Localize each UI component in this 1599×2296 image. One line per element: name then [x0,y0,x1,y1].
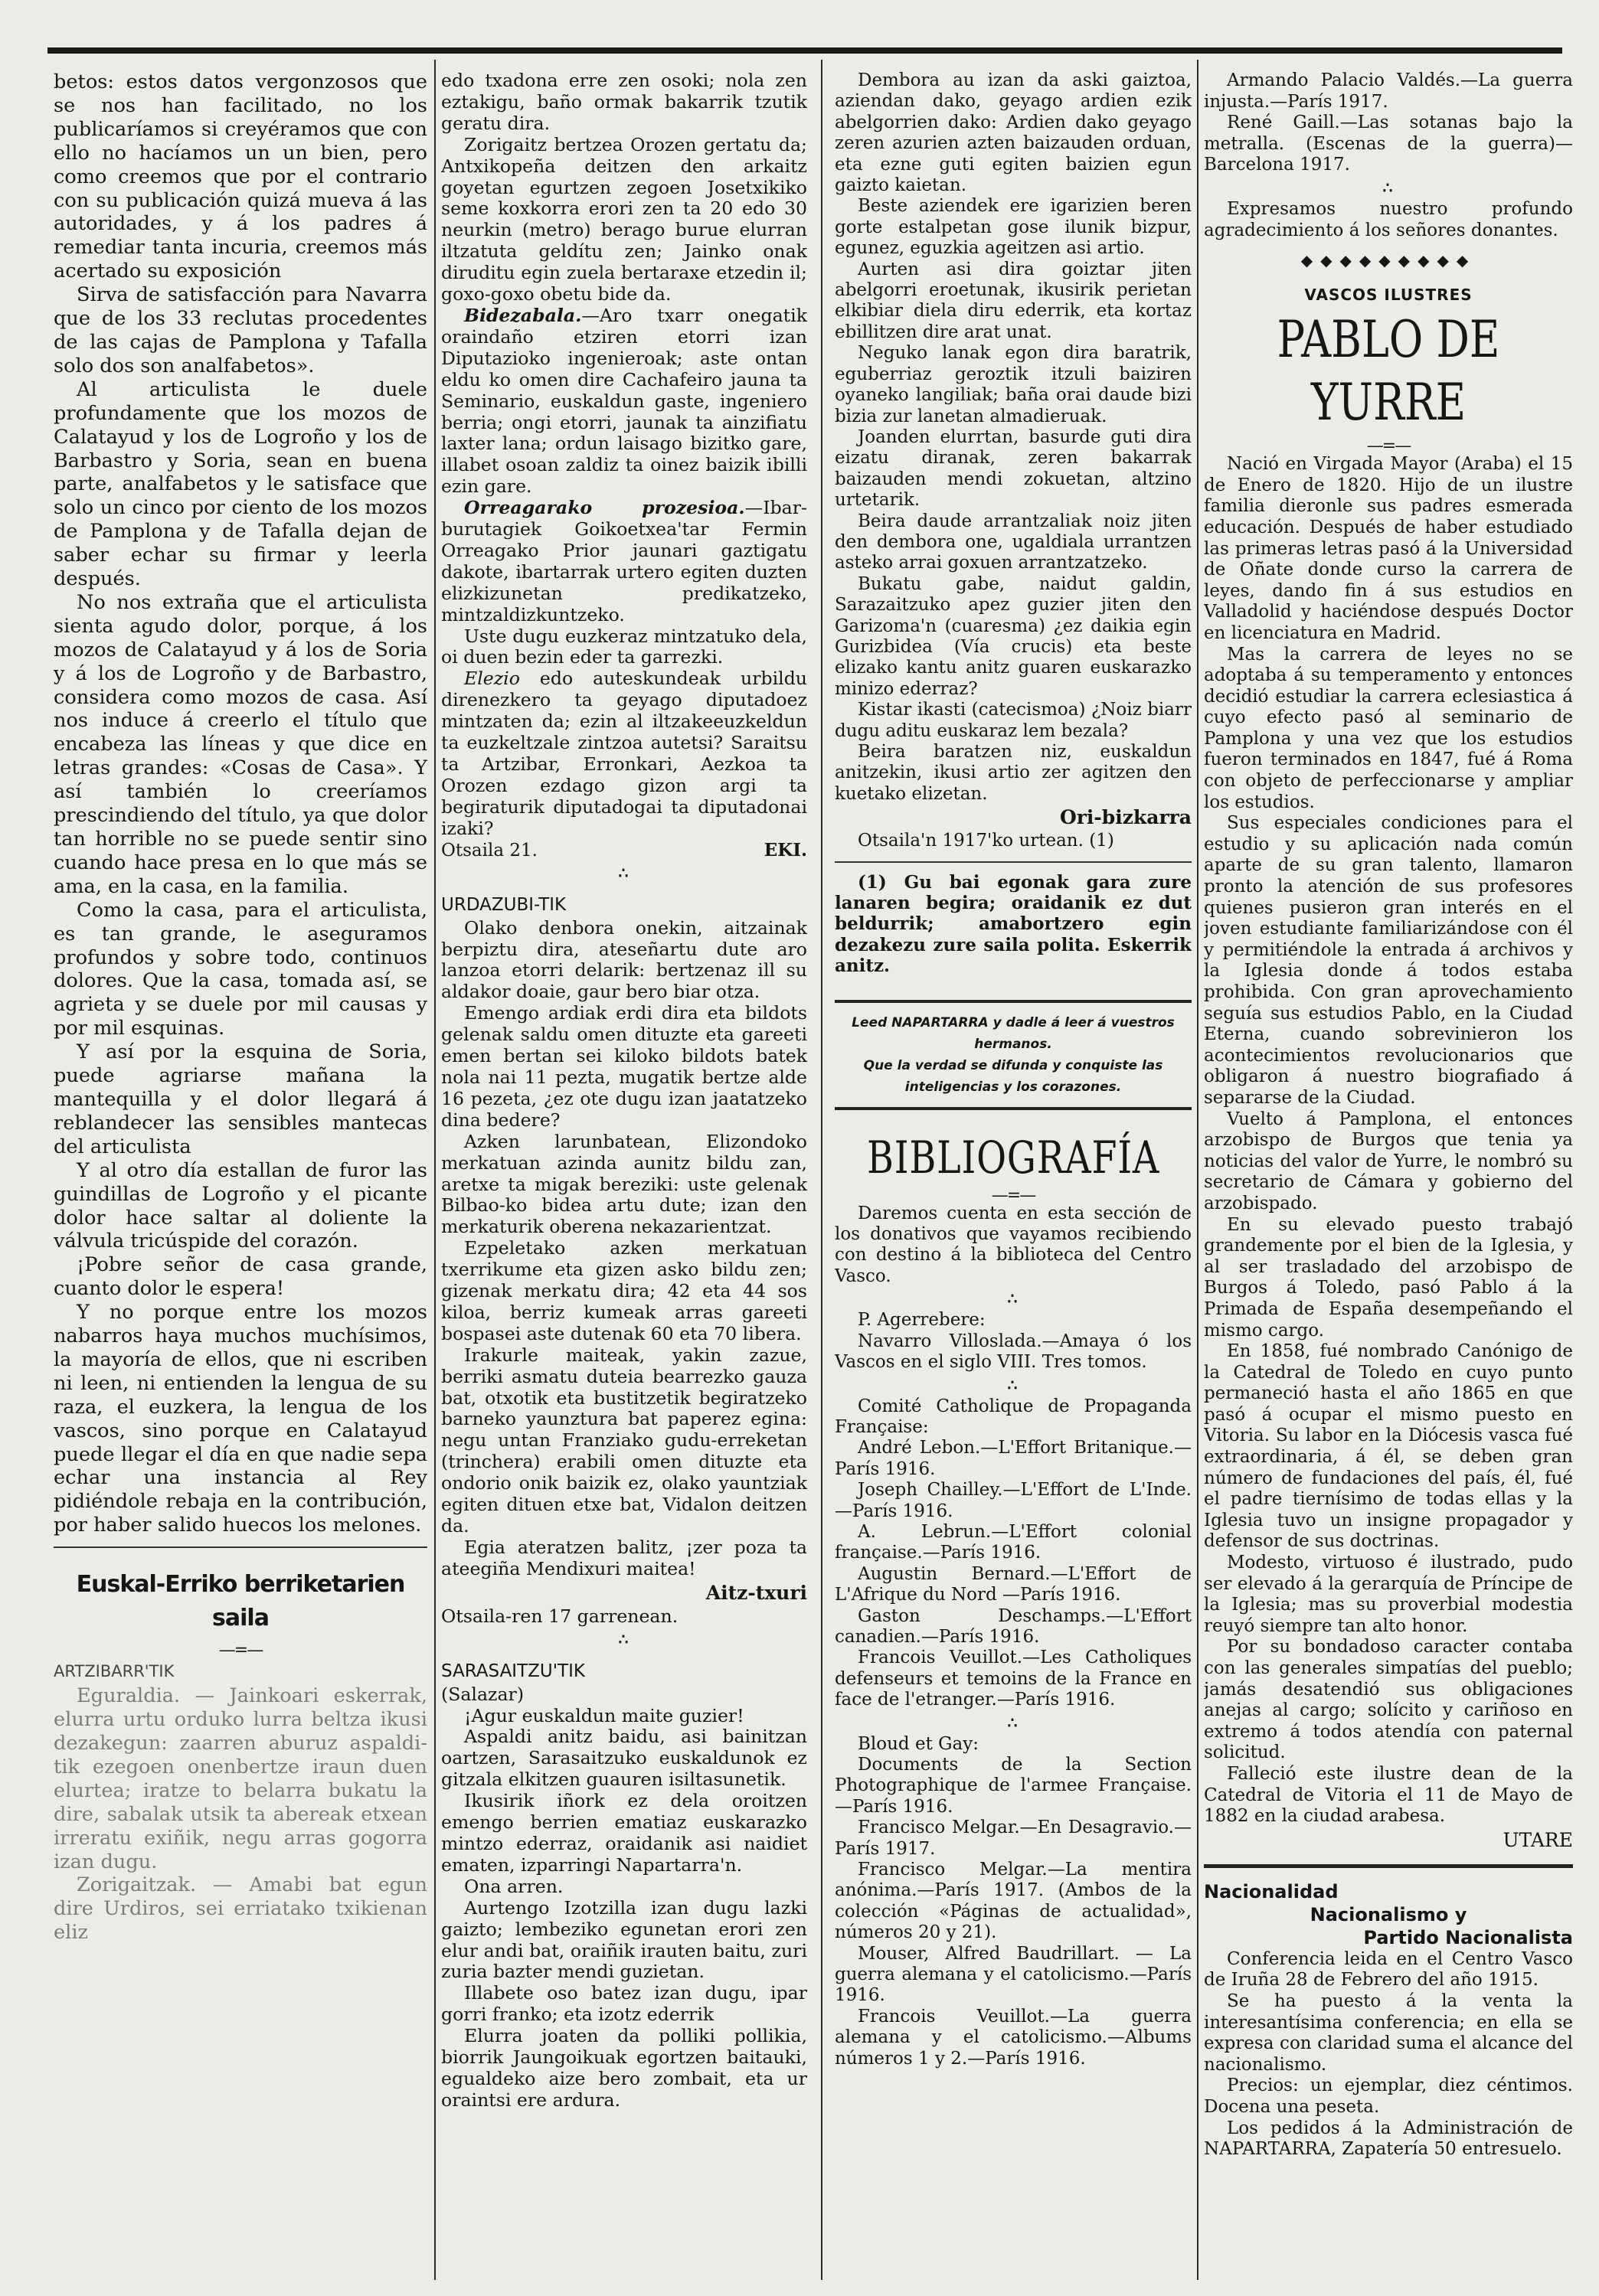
paragraph: Y al otro día estallan de furor las guindillas de Logroño y el picante dolor hace saltar al doliente la válvula tricúspide del corazón. [54,1158,427,1253]
paragraph: Uste dugu euzkeraz mintzatuko dela, oi duen bezin eder ta garrezki. [441,625,807,668]
donor: Comité Catholique de Propaganda Française: [835,1396,1192,1437]
lead-in: Bidezabala. [464,304,582,326]
paragraph-text: —Ibar-burutagiek Goikoetxea'tar Fermin Orreagako Prior jaunari gaztigatu dakote, ibartarrak urtero egiten duzten elizkizunetan predikatzeko, mintzaldizkuntzeko. [441,497,807,625]
paragraph [441,498,807,625]
paragraph: betos: estos datos vergonzosos que se nos han facilitado, no los publicaríamos si creyéramos que con ello no hacíamos un un bien, pero como creemos que por el contrario con su publicación quizá mueva á las autoridades, y á los padres á remediar tanta incuria, creemos más acertado su exposición [54,70,427,283]
paragraph: Falleció este ilustre dean de la Catedral de Vitoria el 11 de Mayo de 1882 en la ciudad arabesa. [1204,1763,1573,1827]
column-rule-1 [434,60,436,2280]
paragraph: Neguko lanak egon dira baratrik, eguberriaz geroztik itzuli baiziren oyaneko langiliak; baña orai daude bizi bizia zur lanetan almadieruak. [835,343,1192,426]
paragraph: Egia ateratzen balitz, ¡zer poza ta ateegiña Mendixuri maitea! [441,1536,807,1579]
paragraph: Beira daude arrantzaliak noiz jiten den dembora one, ugaldiala urrantzen asteko arrai goxuen arrantzatzeko. [835,511,1192,573]
book-entry: André Lebon.—L'Effort Britanique.—París 1916. [835,1438,1192,1479]
paragraph: Daremos cuenta en esta sección de los donativos que vayamos recibiendo con destino á la biblioteca del Centro Vasco. [835,1203,1192,1286]
book-entry: Gaston Deschamps.—L'Effort canadien.—París 1916. [835,1605,1192,1647]
book-entry: Mouser, Alfred Baudrillart. — La guerra alemana y el catolicismo.—París 1916. [835,1943,1192,2006]
paragraph: ¡Pobre señor de casa grande, cuanto dolor le espera! [54,1253,427,1301]
paragraph: Mas la carrera de leyes no se adoptaba á su temperamento y entonces decidió estudiar la carrera eclesiastica á cuyo efecto pasó al seminario de Pamplona y una vez que los estudios fueron terminados en 1847, fué á Roma con objeto de perfeccionarse y ampliar los estudios. [1204,644,1573,812]
book-entry: A. Lebrun.—L'Effort colonial française.—París 1916. [835,1521,1192,1563]
paragraph: Aspaldi anitz baidu, asi bainitzan oartzen, Sarasaitzuko euskaldunok ez gitzala elkitzen guauren isiltasunetik. [441,1726,807,1791]
column-rule-2 [821,60,822,2280]
promo-box [835,1000,1192,1110]
paragraph: Expresamos nuestro profundo agradecimiento á los señores donantes. [1204,198,1573,240]
lead-in: Elezio [464,668,520,690]
paragraph: Zorigaitz bertzea Orozen gertatu da; Antxikopeña deitzen den arkaitz goyetan egurtzen zegoen Josetxikiko seme koxkorra erori zen ta 20 edo 30 neurkin (metro) berago burue elurran iltzatuta geldítu zen; Jainko onak diruditu egin zuela bertaraxe etzedin il; goxo-goxo obetu bide da. [441,133,807,305]
column-4 [1204,70,1573,2160]
paragraph: ¡Agur euskaldun maite guzier! [464,1704,744,1726]
paragraph: Se ha puesto á la venta la interesantísima conferencia; en ella se expresa con claridad suma el alcance del nacionalismo. [1204,1991,1573,2075]
section-title: Euskal-Erriko berriketarien saila [76,1571,405,1632]
paragraph: Beira baratzen niz, euskaldun anitzekin, ikusi artio zer agitzen den kuetako elizetan. [835,742,1192,804]
paragraph: No nos extraña que el articulista sienta agudo dolor, porque, á los mozos de Calatayud y á los de Soria y á los de Logroño y de Barbastro, considera como mozos de casa. Así nos induce á creerlo el título que encabeza las líneas y que dice en letras grandes: «Cosas de Casa». Y así también lo creeríamos prescindiendo del título, ya que dolor tan horrible no se puede sentir sino cuando hace presa en lo que más se ama, en la casa, en la familia. [54,590,427,898]
section-subtitle: ARTZIBARR'TIK [54,1662,175,1681]
paragraph: Nació en Virgada Mayor (Araba) el 15 de Enero de 1820. Hijo de un ilustre familia dieronle sus padres esmerada educación. Después de haber estudiado las primeras letras pasó á la Universidad de Oñate donde curso la carrera de leyes, dando fin á sus estudios en Valladolid y haciéndose después Doctor en licenciatura en Madrid. [1204,454,1573,643]
paragraph: En 1858, fué nombrado Canónigo de la Catedral de Toledo en cuyo punto permaneció hasta el año 1865 en que pasó á ocupar el mismo puesto en Vitoria. Su labor en la Diócesis vasca fué extraordinaria, á él, se deben gran número de fundaciones del país, él, fué el padre tiernísimo de todas ellas y la Iglesia tuvo un insigne propagador y defensor de sus doctrinas. [1204,1341,1573,1552]
paragraph: Beste aziendek ere igarizien beren gorte estalpetan gose ilunik bizpur, egunez, eguzkia ageitzen asi artio. [835,196,1192,259]
paragraph: Sus especiales condiciones para el estudio y su aplicación nada común aparte de su gran talento, llamaron pronto la atención de sus profesores quienes pusieron gran interés en el joven estudiante familiarizándose con él y permitiéndole la entrada á archivos y la Iglesia donde á todos estaba prohibida. Con gran aprovechamiento seguía sus estudios Pablo, en la Ciudad Eterna, cuando sobrevinieron los acontecimientos revolucionarios que obligaron á nuestro biografiado á separarse de la Ciudad. [1204,813,1573,1108]
promo-line: Que la verdad se difunda y conquiste las inteligencias y los corazones. [863,1057,1163,1095]
book-entry: Augustin Bernard.—L'Effort de L'Afrique du Nord —París 1916. [835,1563,1192,1605]
paragraph [441,305,807,498]
section-subtitle: (Salazar) [441,1683,525,1705]
dot-ornament: ∴ [1007,1289,1019,1308]
divider [835,861,1192,863]
paragraph: Y no porque entre los mozos nabarros haya muchos muchísimos, la mayoría de ellos, que ni escriben ni leen, ni entienden la lengua de su raza, el euzkera, la lengua de los vascos, sino porque en Calatayud puede llegar el día en que nadie sepa echar una instancia al Rey pidiéndole rebaja en la contribución, por haber salido huecos los melones. [54,1301,427,1537]
paragraph: Kistar ikasti (catecismoa) ¿Noiz biarr dugu aditu euskaraz lem bezala? [835,700,1192,741]
paragraph: Emengo ardiak erdi dira eta bildots gelenak saldu omen dituzte eta gareeti emen bertan sei kiloko bildots batek nola nai 11 pezta, mugatik bertze alde 16 pezeta, ¿ez ote dugu izan jaatatzeko dina bedere? [441,1002,807,1131]
paragraph: Por su bondadoso caracter contaba con las generales simpatías del pueblo; jamás desatendió sus obligaciones anejas al cargo; solícito y cariñoso en extremo á todos atendía con paternal solicitud. [1204,1637,1573,1763]
signature-name: EKI. [764,839,807,861]
paragraph: Conferencia leida en el Centro Vasco de Iruña 28 de Febrero del año 1915. [1204,1948,1573,1991]
book-entry: Francisco Melgar.—La mentira anónima.—París 1917. (Ambos de la colección «Páginas de actualidad», números 20 y 21). [835,1860,1192,1943]
paragraph-text: —Aro txarr onegatik oraindaño etziren etorri izan Diputazioko ingenieroak; aste ontan eldu ko omen dire Cachafeiro jauna ta Seminario, euskaldun gaste, ingeniero berria; ongi etorri, jaunak ta ainzifiatu laxter lana; ordun laisago bizitko gare, illabet osoan zaldiz ta oinez baizik ibilli ezin gare. [441,304,807,498]
faded-paragraph: Eguraldia. — Jainkoari eskerrak, elurra urtu orduko lurra beltza ikusi dezakegun: zaarren aburuz aspaldi-tik ezegoen onenbertze iraun duen elurtea; iratze to belarra bukatu la dire, sabalak utsik ta abereak etxean irreratu exiñik, negu arras gogorra izan dugu. [54,1684,427,1873]
signature: Aitz-txuri [705,1581,807,1604]
paragraph: Joanden elurrtan, basurde guti dira eizatu diranak, zeren bakarrak baizauden mendi zokuetan, altzino urtetarik. [835,426,1192,511]
paragraph [441,668,807,839]
section-title: URDAZUBI-TIK [441,894,567,915]
divider [1204,1864,1573,1868]
signature-place: Otsaila 21. [441,840,538,861]
top-rule [47,47,1562,54]
paragraph: Como la casa, para el articulista, es tan grande, le aseguramos profundos y sobre todo, continuos dolores. Que la casa, tomada así, se agrieta y se duele por mil causas y por mil esquinas. [54,898,427,1040]
paragraph-text: edo auteskundeak urbildu direnezkero ta geyago diputadoez mintzaten da; ezin al iltzakeeuzkeldun ta euzkeltzale zintzoa autetsi? Saraitsu ta Artzibar, Erronkari, Aezkoa ta Orozen ezdago gizon argi ta begiraturik diputadogai ta diputadonai izaki? [441,668,807,839]
book-entry: Navarro Villoslada.—Amaya ó los Vascos en el siglo VIII. Tres tomos. [835,1331,1192,1373]
ad-title-2: Nacionalismo y [1310,1903,1467,1925]
ad-title-3: Partido Nacionalista [1363,1926,1573,1948]
footnote: (1) Gu bai egonak gara zure lanaren begira; oraidanik ez dut beldurrik; amabortzero egin dezakezu zure saila polita. Eskerrik anitz. [835,871,1192,977]
donor: P. Agerrebere: [858,1310,986,1331]
date-line: Otsaila'n 1917'ko urtean. (1) [858,831,1114,851]
paragraph: Ona arren. [464,1875,564,1897]
paragraph: Modesto, virtuoso é ilustrado, pudo ser elevado á la gerarquía de Príncipe de la Iglesia; mas su proverbial modestia reuyó siempre tan alto honor. [1204,1553,1573,1636]
paragraph: Ezpeletako azken merkatuan txerrikume eta gizen asko bildu zen; gizenak merkatu dira; 42 eta 44 sos kiloa, berriz kumeak arras gareeti bospasei aste dutenak 60 eta 70 libera. [441,1237,807,1344]
promo-line: Leed NAPARTARRA y dadle á leer á vuestros hermanos. [852,1014,1175,1052]
paragraph: edo txadona erre zen osoki; nola zen eztakigu, baño ormak bakarrik tzutik geratu dira. [441,70,807,134]
dot-ornament: ∴ [1007,1713,1019,1732]
paragraph: Aurtengo Izotzilla izan dugu lazki gaizto; lembeziko egunetan erori zen elur andi bat, oraiñik irauten baitu, zuri zuria bazter mendi guzietan. [441,1896,807,1983]
ornament-row: ◆◆◆◆◆◆◆◆◆ [1300,251,1476,270]
paragraph: Los pedidos á la Administración de NAPARTARRA, Zapatería 50 entresuelo. [1204,2118,1573,2160]
paragraph: Olako denbora onekin, aitzainak berpiztu dira, ateseñartu dute aro lanzoa etorri delarik: bertzenaz ill su aldakor doaie, gaur bero biar otza. [441,916,807,1003]
date-line: Otsaila-ren 17 garrenean. [441,1605,679,1627]
section-title: SARASAITZU'TIK [441,1661,585,1681]
section-kicker: VASCOS ILUSTRES [1304,286,1473,305]
divider [54,1546,427,1548]
biography-title: PABLO DE YURRE [1277,310,1500,433]
signature-line [441,840,807,861]
ornament: —=— [991,1185,1035,1205]
faded-paragraph: Zorigaitzak. — Amabi bat egun dire Urdiros, sei erriatako txikienan eliz [54,1873,427,1945]
column-rule-3 [1197,60,1198,2280]
book-entry: Armando Palacio Valdés.—La guerra injusta.—París 1917. [1204,70,1573,112]
paragraph: Vuelto á Pamplona, el entonces arzobispo de Burgos que tenia ya noticias del valor de Yurre, le nombró su secretario de Cámara y gobierno del arzobispado. [1204,1109,1573,1213]
column-3 [835,70,1192,2069]
column-2 [441,70,807,2111]
signature: UTARE [1503,1828,1573,1851]
paragraph: En su elevado puesto trabajó grandemente por el bien de la Iglesia, y al ser trasladado del arzobispo de Burgos á Toledo, pasó Pablo á la Primada de España desempeñando el mismo cargo. [1204,1214,1573,1341]
lead-in: Orreagarako prozesioa. [464,497,745,519]
paragraph: Precios: un ejemplar, diez céntimos. Docena una peseta. [1204,2076,1573,2117]
bibliography-title: BIBLIOGRAFÍA [866,1131,1160,1184]
book-entry: Francois Veuillot.—La guerra alemana y el catolicismo.—Albums números 1 y 2.—París 1916. [835,2006,1192,2069]
dot-ornament: ∴ [1382,178,1395,197]
signature: Ori-bizkarra [1059,806,1192,829]
paragraph: Dembora au izan da aski gaiztoa, aziendan dako, geyago ardien ezik abelgorrien dako: Ardien dako geyago zeren azurien azten baizauden orduan, eta ezne guti egiten baizien egun gaizto kaietan. [835,70,1192,196]
book-entry: Francisco Melgar.—En Desagravio.—París 1917. [835,1818,1192,1859]
book-entry: Documents de la Section Photographique de l'armee Française.—París 1916. [835,1755,1192,1817]
paragraph: Illabete oso batez izan dugu, ipar gorri franko; eta izotz ederrik [441,1982,807,2026]
ad-title-1: Nacionalidad [1204,1880,1339,1902]
book-entry: Francois Veuillot.—Les Catholiques defenseurs et temoins de la France en face de l'etranger.—París 1916. [835,1648,1192,1710]
dot-ornament: ∴ [618,1629,630,1648]
dot-ornament: ∴ [1007,1375,1019,1394]
paragraph: Y así por la esquina de Soria, puede agriarse mañana la mantequilla y el dolor llegará á reblandecer las sensibles mantecas del articulista [54,1040,427,1158]
paragraph: Al articulista le duele profundamente que los mozos de Calatayud y los de Logroño y los de Barbastro y Soria, sean en buena parte, analfabetos y le satisface que solo un cinco por ciento de los mozos de Pamplona y de Tafalla dejan de saber echar su firmar y leerla después. [54,377,427,591]
paragraph: Elurra joaten da polliki pollikia, biorrik Jaungoikuak egortzen baitauki, egualdeko aize bero zombait, eta ur oraintsi ere ardura. [441,2025,807,2111]
book-entry: Joseph Chailley.—L'Effort de L'Inde.—París 1916. [835,1480,1192,1521]
paragraph: Aurten asi dira goiztar jiten abelgorri eroetunak, ikusirik perietan elkibiar diela diru ederrik, eta kortaz ebillitzen dire arat unat. [835,259,1192,342]
paragraph: Ikusirik iñork ez dela oroitzen emengo berrien ematiaz euskarazko mintzo ederraz, oraidanik asi naidiet ematen, izparringi Napartarra'n. [441,1790,807,1876]
donor: Bloud et Gay: [858,1733,979,1754]
ornament: —=— [1366,436,1411,456]
paragraph: Sirva de satisfacción para Navarra que de los 33 reclutas procedentes de las cajas de Pamplona y Tafalla solo dos son analfabetos». [54,283,427,377]
paragraph: Azken larunbatean, Elizondoko merkatuan azinda aunitz bildu zan, aretxe ta migak bereziki: uste gelenak Bilbao-ko bidea artu dute; izan den merkaturik oberena nekazarientzat. [441,1130,807,1238]
paragraph: Irakurle maiteak, yakin zazue, berriki asmatu duteia bearrezko gauza bat, otxotik eta bustitzetik begiratzeko barneko yaunztura bat paperez egina: negu untan Franziako gudu-erreketan (trinchera) erabili omen dituzte eta ondorio onik baizik ez, olako yauntziak egiten dituen etxe bat, Vidalon deitzen da. [441,1344,807,1537]
dot-ornament: ∴ [618,863,630,882]
column-1 [54,70,427,1945]
book-entry: René Gaill.—Las sotanas bajo la metralla. (Escenas de la guerra)—Barcelona 1917. [1204,113,1573,175]
ornament: —=— [218,1641,263,1661]
paragraph: Bukatu gabe, naidut galdin, Sarazaitzuko apez guzier jiten den Garizoma'n (cuaresma) ¿ez daikia egin Gurizbidea (Vía crucis) eta beste elizako kantu anitz guaren euskarazko minizo ederraz? [835,573,1192,699]
